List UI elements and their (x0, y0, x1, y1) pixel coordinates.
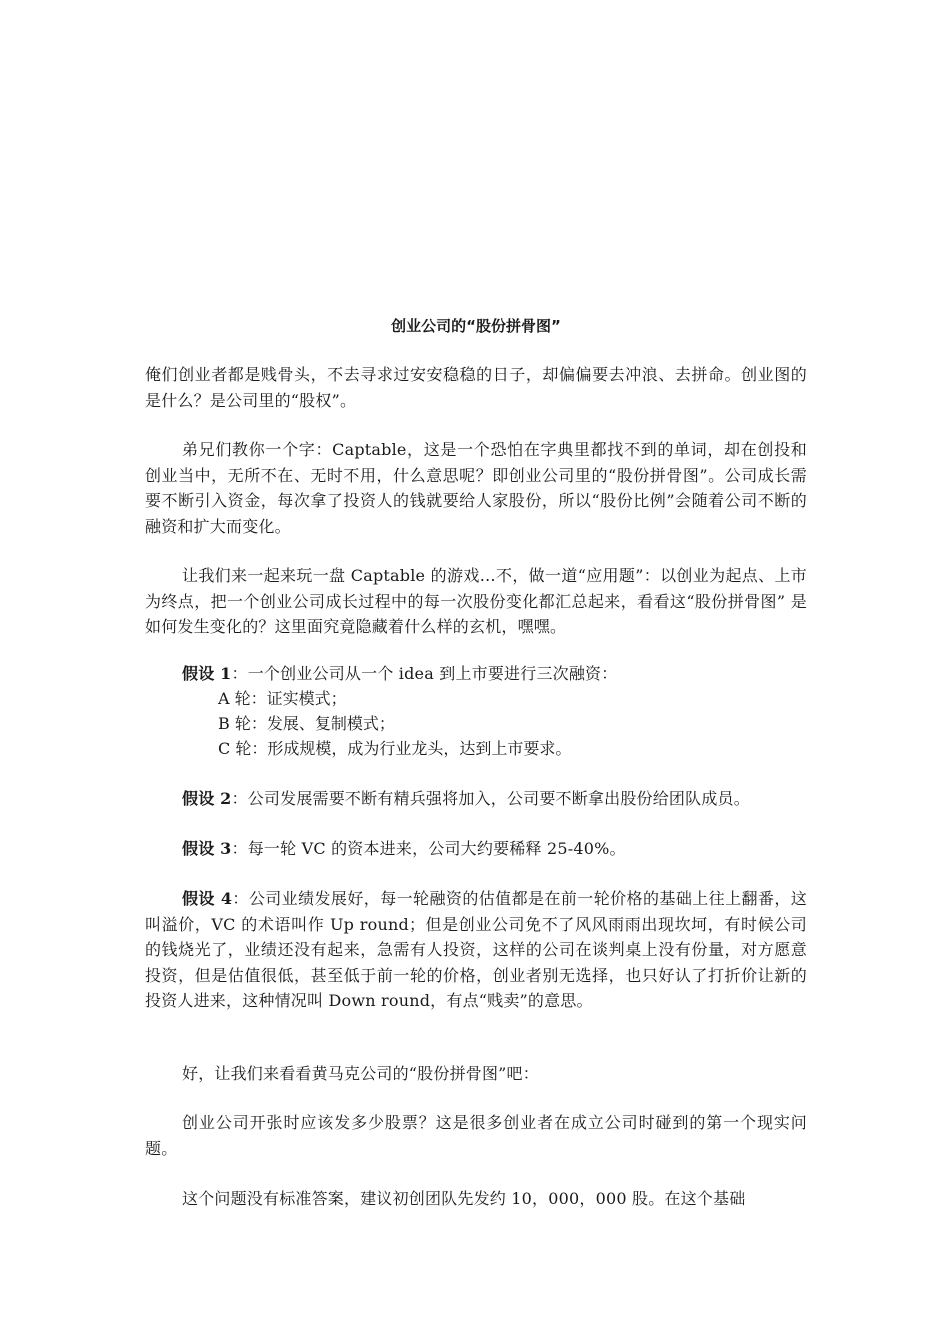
assumption-2-label: 假设 2 (182, 789, 232, 808)
assumption-1-label: 假设 1 (182, 664, 232, 683)
shares-answer-paragraph: 这个问题没有标准答案，建议初创团队先发约 10，000，000 股。在这个基础 (182, 1189, 746, 1208)
assumption-4-label: 假设 4 (182, 889, 233, 908)
game-paragraph: 让我们来一起来玩一盘 Captable 的游戏…不，做一道“应用题”：以创业为起点、上市为终点，把一个创业公司成长过程中的每一次股份变化都汇总起来，看看这“股份拼骨图” 是如何发生变化的？这里面究竟隐藏着什么样的玄机，嘿嘿。 (145, 566, 807, 636)
assumption-3 (145, 836, 807, 862)
captable-paragraph: 弟兄们教你一个字：Captable，这是一个恐怕在字典里都找不到的单词，却在创投和创业当中，无所不在、无时不用，什么意思呢？即创业公司里的“股份拼骨图”。公司成长需要不断引入资金，每次拿了投资人的钱就要给人家股份，所以“股份比例”会随着公司不断的融资和扩大而变化。 (145, 440, 807, 536)
assumption-3-label: 假设 3 (182, 839, 232, 858)
document-title: 创业公司的“股份拼骨图” (391, 317, 561, 335)
round-b-item: B 轮：发展、复制模式； (218, 714, 395, 733)
assumption-2-text: ：公司发展需要不断有精兵强将加入，公司要不断拿出股份给团队成员。 (231, 789, 750, 808)
assumption-4-text: ：公司业绩发展好，每一轮融资的估值都是在前一轮价格的基础上往上翻番，这叫溢价，VC 的术语叫作 Up round；但是创业公司免不了风风雨雨出现坎坷，有时候公司的钱烧光了，业绩还没有起来，急需有人投资，这样的公司在谈判桌上没有份量，对方愿意投资，但是估值很低，甚至低于前一轮的价格，创业者别无选择，也只好认了打折价让新的投资人进来，这种情况叫 Down round，有点“贱卖”的意思。 (145, 889, 807, 1010)
round-c-item: C 轮：形成规模，成为行业龙头，达到上市要求。 (218, 739, 572, 758)
assumption-4 (145, 886, 807, 1014)
intro-paragraph: 俺们创业者都是贱骨头，不去寻求过安安稳稳的日子，却偏偏要去冲浪、去拼命。创业图的是什么？是公司里的“股权”。 (145, 365, 807, 410)
huangmake-paragraph: 好，让我们来看看黄马克公司的“股份拼骨图”吧： (182, 1064, 539, 1083)
assumption-1 (145, 661, 807, 687)
assumption-1-text: ：一个创业公司从一个 idea 到上市要进行三次融资： (231, 664, 618, 683)
assumption-3-text: ：每一轮 VC 的资本进来，公司大约要稀释 25-40%。 (231, 839, 626, 858)
assumption-2 (145, 786, 807, 812)
shares-question-paragraph: 创业公司开张时应该发多少股票？这是很多创业者在成立公司时碰到的第一个现实问题。 (145, 1113, 807, 1158)
round-a-item: A 轮：证实模式； (218, 689, 347, 708)
